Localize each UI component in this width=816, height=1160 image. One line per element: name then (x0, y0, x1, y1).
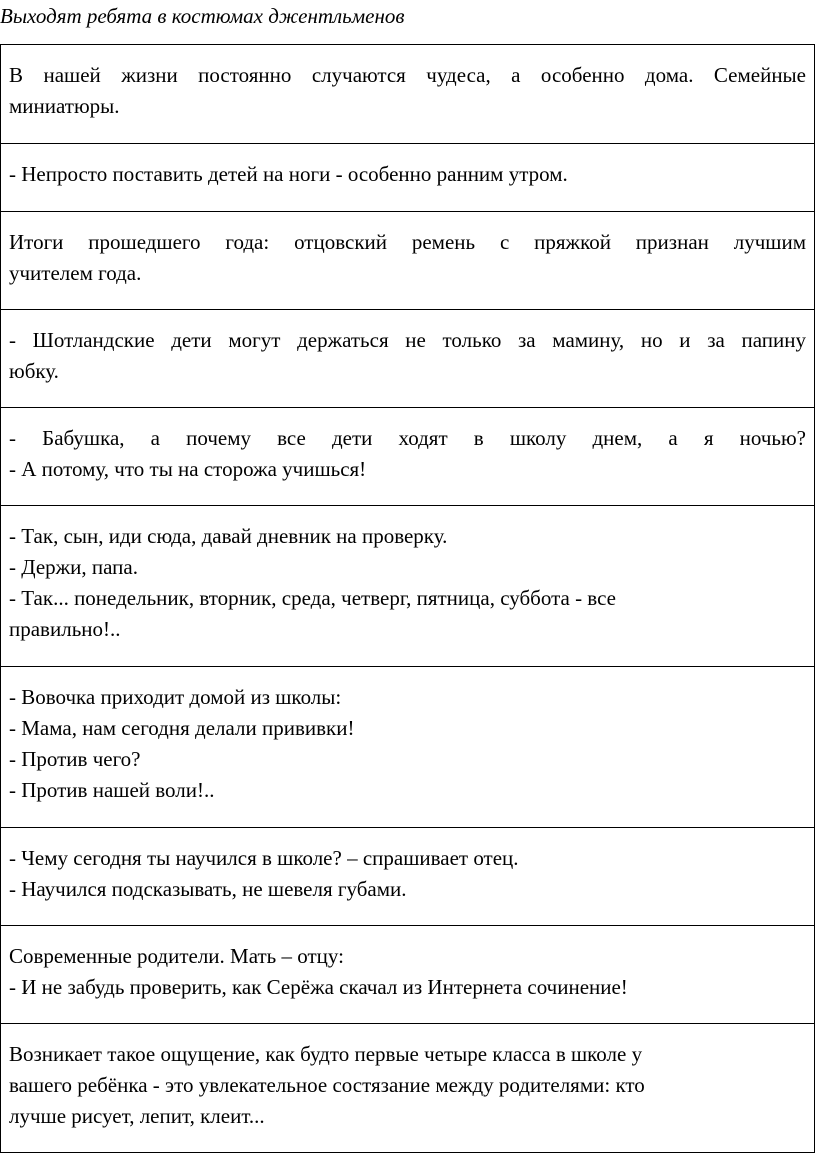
table-row (1, 408, 814, 506)
row-text-line: В нашей жизни постоянно случаются чудеса, а особенно дома. Семейные (9, 63, 806, 87)
row-text-line: - Мама, нам сегодня делали прививки! (9, 716, 355, 740)
row-text-line: Итоги прошедшего года: отцовский ремень с пряжкой признан лучшим (9, 230, 806, 254)
row-text-line: - Так... понедельник, вторник, среда, четверг, пятница, суббота - все (9, 586, 617, 610)
row-text-line: - Против нашей воли!.. (9, 778, 215, 802)
row-text-line: правильно!.. (9, 617, 121, 641)
row-text-line: - Держи, папа. (9, 555, 138, 579)
row-text-line: - Бабушка, а почему все дети ходят в школу днем, а я ночью? (9, 426, 806, 450)
row-text-line: юбку. (9, 359, 59, 383)
row-text-line: лучше рисует, лепит, клеит... (9, 1104, 265, 1128)
row-text-line: - И не забудь проверить, как Серёжа скачал из Интернета сочинение! (9, 975, 628, 999)
row-text-line: - Против чего? (9, 747, 141, 771)
table-row (1, 926, 814, 1024)
table-row (1, 212, 814, 310)
jokes-table (0, 44, 815, 1153)
table-row (1, 667, 814, 828)
row-text-line: - Шотландские дети могут держаться не только за мамину, но и за папину (9, 328, 806, 352)
page-heading: Выходят ребята в костюмах джентльменов (0, 4, 405, 28)
table-row (1, 144, 814, 212)
row-text-line: вашего ребёнка - это увлекательное состязание между родителями: кто (9, 1073, 645, 1097)
row-text-line: - Непросто поставить детей на ноги - особенно ранним утром. (9, 162, 568, 186)
row-text-line: Возникает такое ощущение, как будто первые четыре класса в школе у (9, 1042, 643, 1066)
row-text-line: - Чему сегодня ты научился в школе? – спрашивает отец. (9, 846, 519, 870)
row-text-line: - Научился подсказывать, не шевеля губами. (9, 877, 407, 901)
row-text-line: Современные родители. Мать – отцу: (9, 944, 344, 968)
table-row (1, 1024, 814, 1153)
row-text-line: учителем года. (9, 261, 142, 285)
table-row (1, 310, 814, 408)
row-text-line: - Так, сын, иди сюда, давай дневник на проверку. (9, 524, 448, 548)
table-row (1, 506, 814, 667)
row-text-line: - А потому, что ты на сторожа учишься! (9, 457, 367, 481)
row-text-line: - Вовочка приходит домой из школы: (9, 685, 342, 709)
table-row (1, 828, 814, 926)
table-row (1, 45, 814, 144)
row-text-line: миниатюры. (9, 94, 120, 118)
